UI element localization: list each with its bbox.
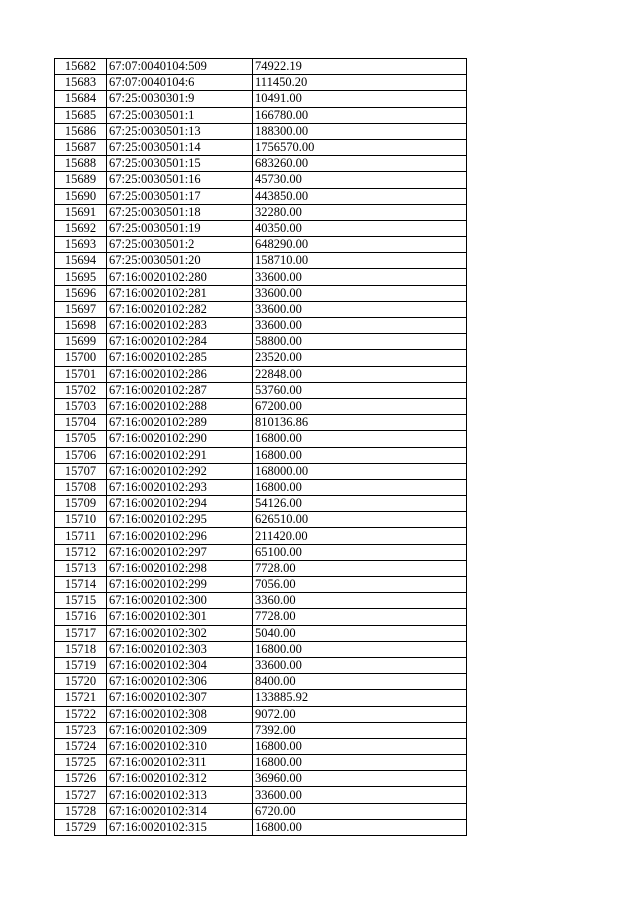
- table-row: [55, 641, 467, 657]
- row-number-cell: 15722: [55, 706, 107, 722]
- cadastral-number-cell: 67:25:0030501:17: [107, 188, 253, 204]
- value-cell: 166780.00: [253, 107, 467, 123]
- cadastral-number-cell: 67:25:0030501:16: [107, 172, 253, 188]
- value-cell: 32280.00: [253, 204, 467, 220]
- cadastral-number-cell: 67:16:0020102:312: [107, 771, 253, 787]
- table-row: [55, 415, 467, 431]
- cadastral-number-cell: 67:16:0020102:309: [107, 722, 253, 738]
- row-number-cell: 15721: [55, 690, 107, 706]
- cadastral-number-cell: 67:16:0020102:290: [107, 431, 253, 447]
- row-number-cell: 15713: [55, 560, 107, 576]
- table-row: [55, 301, 467, 317]
- row-number-cell: 15700: [55, 350, 107, 366]
- cadastral-number-cell: 67:16:0020102:293: [107, 479, 253, 495]
- table-row: [55, 285, 467, 301]
- row-number-cell: 15684: [55, 91, 107, 107]
- cadastral-number-cell: 67:25:0030501:20: [107, 253, 253, 269]
- cadastral-number-cell: 67:16:0020102:284: [107, 334, 253, 350]
- value-cell: 1756570.00: [253, 139, 467, 155]
- value-cell: 74922.19: [253, 59, 467, 75]
- value-cell: 211420.00: [253, 528, 467, 544]
- value-cell: 40350.00: [253, 220, 467, 236]
- row-number-cell: 15715: [55, 593, 107, 609]
- value-cell: 5040.00: [253, 625, 467, 641]
- table-row: [55, 382, 467, 398]
- row-number-cell: 15692: [55, 220, 107, 236]
- row-number-cell: 15717: [55, 625, 107, 641]
- table-row: [55, 528, 467, 544]
- table-row: [55, 253, 467, 269]
- cadastral-number-cell: 67:16:0020102:281: [107, 285, 253, 301]
- data-table: [54, 58, 467, 836]
- row-number-cell: 15724: [55, 738, 107, 754]
- cadastral-number-cell: 67:25:0030501:14: [107, 139, 253, 155]
- table-row: [55, 755, 467, 771]
- table-row: [55, 366, 467, 382]
- value-cell: 188300.00: [253, 123, 467, 139]
- table-row: [55, 318, 467, 334]
- cadastral-number-cell: 67:16:0020102:286: [107, 366, 253, 382]
- cadastral-number-cell: 67:25:0030501:2: [107, 237, 253, 253]
- row-number-cell: 15723: [55, 722, 107, 738]
- value-cell: 683260.00: [253, 156, 467, 172]
- value-cell: 16800.00: [253, 755, 467, 771]
- cadastral-number-cell: 67:25:0030501:13: [107, 123, 253, 139]
- table-row: [55, 625, 467, 641]
- table-row: [55, 609, 467, 625]
- cadastral-number-cell: 67:16:0020102:280: [107, 269, 253, 285]
- table-row: [55, 447, 467, 463]
- row-number-cell: 15728: [55, 803, 107, 819]
- row-number-cell: 15685: [55, 107, 107, 123]
- table-body: [55, 59, 467, 836]
- value-cell: 7392.00: [253, 722, 467, 738]
- value-cell: 111450.20: [253, 75, 467, 91]
- value-cell: 16800.00: [253, 641, 467, 657]
- row-number-cell: 15686: [55, 123, 107, 139]
- table-row: [55, 139, 467, 155]
- cadastral-number-cell: 67:16:0020102:287: [107, 382, 253, 398]
- cadastral-number-cell: 67:16:0020102:300: [107, 593, 253, 609]
- row-number-cell: 15682: [55, 59, 107, 75]
- row-number-cell: 15705: [55, 431, 107, 447]
- table-row: [55, 334, 467, 350]
- value-cell: 168000.00: [253, 463, 467, 479]
- cadastral-number-cell: 67:07:0040104:509: [107, 59, 253, 75]
- table-row: [55, 706, 467, 722]
- value-cell: 16800.00: [253, 447, 467, 463]
- value-cell: 648290.00: [253, 237, 467, 253]
- row-number-cell: 15695: [55, 269, 107, 285]
- cadastral-number-cell: 67:16:0020102:303: [107, 641, 253, 657]
- cadastral-number-cell: 67:16:0020102:314: [107, 803, 253, 819]
- value-cell: 810136.86: [253, 415, 467, 431]
- table-row: [55, 350, 467, 366]
- table-row: [55, 771, 467, 787]
- row-number-cell: 15726: [55, 771, 107, 787]
- row-number-cell: 15710: [55, 512, 107, 528]
- value-cell: 33600.00: [253, 787, 467, 803]
- value-cell: 54126.00: [253, 496, 467, 512]
- table-row: [55, 75, 467, 91]
- row-number-cell: 15712: [55, 544, 107, 560]
- value-cell: 8400.00: [253, 674, 467, 690]
- cadastral-number-cell: 67:25:0030501:15: [107, 156, 253, 172]
- table-row: [55, 269, 467, 285]
- table-row: [55, 123, 467, 139]
- row-number-cell: 15691: [55, 204, 107, 220]
- value-cell: 67200.00: [253, 398, 467, 414]
- cadastral-number-cell: 67:16:0020102:302: [107, 625, 253, 641]
- table-row: [55, 431, 467, 447]
- table-row: [55, 544, 467, 560]
- value-cell: 7056.00: [253, 577, 467, 593]
- row-number-cell: 15711: [55, 528, 107, 544]
- table-row: [55, 657, 467, 673]
- row-number-cell: 15698: [55, 318, 107, 334]
- row-number-cell: 15706: [55, 447, 107, 463]
- cadastral-number-cell: 67:16:0020102:306: [107, 674, 253, 690]
- row-number-cell: 15702: [55, 382, 107, 398]
- table-row: [55, 738, 467, 754]
- value-cell: 23520.00: [253, 350, 467, 366]
- table-row: [55, 59, 467, 75]
- row-number-cell: 15714: [55, 577, 107, 593]
- cadastral-number-cell: 67:07:0040104:6: [107, 75, 253, 91]
- value-cell: 16800.00: [253, 738, 467, 754]
- value-cell: 16800.00: [253, 819, 467, 835]
- table-row: [55, 398, 467, 414]
- value-cell: 133885.92: [253, 690, 467, 706]
- value-cell: 9072.00: [253, 706, 467, 722]
- cadastral-number-cell: 67:16:0020102:292: [107, 463, 253, 479]
- row-number-cell: 15719: [55, 657, 107, 673]
- cadastral-number-cell: 67:16:0020102:283: [107, 318, 253, 334]
- value-cell: 22848.00: [253, 366, 467, 382]
- cadastral-number-cell: 67:25:0030501:1: [107, 107, 253, 123]
- table-row: [55, 690, 467, 706]
- table-row: [55, 593, 467, 609]
- table-row: [55, 496, 467, 512]
- value-cell: 45730.00: [253, 172, 467, 188]
- value-cell: 16800.00: [253, 479, 467, 495]
- cadastral-number-cell: 67:16:0020102:285: [107, 350, 253, 366]
- value-cell: 33600.00: [253, 318, 467, 334]
- row-number-cell: 15683: [55, 75, 107, 91]
- table-row: [55, 463, 467, 479]
- value-cell: 6720.00: [253, 803, 467, 819]
- cadastral-number-cell: 67:16:0020102:288: [107, 398, 253, 414]
- table-row: [55, 560, 467, 576]
- row-number-cell: 15690: [55, 188, 107, 204]
- value-cell: 16800.00: [253, 431, 467, 447]
- cadastral-number-cell: 67:16:0020102:294: [107, 496, 253, 512]
- cadastral-number-cell: 67:16:0020102:296: [107, 528, 253, 544]
- cadastral-number-cell: 67:16:0020102:301: [107, 609, 253, 625]
- table-row: [55, 204, 467, 220]
- row-number-cell: 15694: [55, 253, 107, 269]
- cadastral-number-cell: 67:16:0020102:310: [107, 738, 253, 754]
- row-number-cell: 15709: [55, 496, 107, 512]
- cadastral-number-cell: 67:16:0020102:295: [107, 512, 253, 528]
- value-cell: 3360.00: [253, 593, 467, 609]
- cadastral-number-cell: 67:25:0030301:9: [107, 91, 253, 107]
- table-row: [55, 787, 467, 803]
- table-row: [55, 803, 467, 819]
- table-row: [55, 156, 467, 172]
- value-cell: 33600.00: [253, 285, 467, 301]
- row-number-cell: 15688: [55, 156, 107, 172]
- cadastral-number-cell: 67:16:0020102:282: [107, 301, 253, 317]
- cadastral-number-cell: 67:16:0020102:289: [107, 415, 253, 431]
- row-number-cell: 15729: [55, 819, 107, 835]
- value-cell: 53760.00: [253, 382, 467, 398]
- value-cell: 36960.00: [253, 771, 467, 787]
- value-cell: 158710.00: [253, 253, 467, 269]
- row-number-cell: 15696: [55, 285, 107, 301]
- value-cell: 626510.00: [253, 512, 467, 528]
- table-row: [55, 188, 467, 204]
- row-number-cell: 15693: [55, 237, 107, 253]
- cadastral-number-cell: 67:16:0020102:304: [107, 657, 253, 673]
- row-number-cell: 15703: [55, 398, 107, 414]
- cadastral-number-cell: 67:16:0020102:313: [107, 787, 253, 803]
- table-row: [55, 237, 467, 253]
- row-number-cell: 15699: [55, 334, 107, 350]
- cadastral-number-cell: 67:16:0020102:291: [107, 447, 253, 463]
- row-number-cell: 15701: [55, 366, 107, 382]
- cadastral-number-cell: 67:16:0020102:298: [107, 560, 253, 576]
- cadastral-number-cell: 67:16:0020102:315: [107, 819, 253, 835]
- row-number-cell: 15720: [55, 674, 107, 690]
- value-cell: 33600.00: [253, 269, 467, 285]
- table-row: [55, 819, 467, 835]
- cadastral-number-cell: 67:25:0030501:18: [107, 204, 253, 220]
- table-row: [55, 722, 467, 738]
- row-number-cell: 15689: [55, 172, 107, 188]
- value-cell: 58800.00: [253, 334, 467, 350]
- row-number-cell: 15687: [55, 139, 107, 155]
- value-cell: 65100.00: [253, 544, 467, 560]
- row-number-cell: 15697: [55, 301, 107, 317]
- cadastral-number-cell: 67:16:0020102:311: [107, 755, 253, 771]
- row-number-cell: 15708: [55, 479, 107, 495]
- table-row: [55, 512, 467, 528]
- table-row: [55, 220, 467, 236]
- cadastral-number-cell: 67:16:0020102:308: [107, 706, 253, 722]
- cadastral-number-cell: 67:25:0030501:19: [107, 220, 253, 236]
- value-cell: 33600.00: [253, 657, 467, 673]
- value-cell: 33600.00: [253, 301, 467, 317]
- row-number-cell: 15707: [55, 463, 107, 479]
- value-cell: 7728.00: [253, 609, 467, 625]
- value-cell: 443850.00: [253, 188, 467, 204]
- table-row: [55, 107, 467, 123]
- value-cell: 7728.00: [253, 560, 467, 576]
- value-cell: 10491.00: [253, 91, 467, 107]
- cadastral-number-cell: 67:16:0020102:299: [107, 577, 253, 593]
- row-number-cell: 15727: [55, 787, 107, 803]
- row-number-cell: 15718: [55, 641, 107, 657]
- row-number-cell: 15725: [55, 755, 107, 771]
- row-number-cell: 15716: [55, 609, 107, 625]
- cadastral-number-cell: 67:16:0020102:307: [107, 690, 253, 706]
- table-row: [55, 674, 467, 690]
- table-row: [55, 577, 467, 593]
- table-row: [55, 91, 467, 107]
- row-number-cell: 15704: [55, 415, 107, 431]
- table-row: [55, 172, 467, 188]
- table-row: [55, 479, 467, 495]
- cadastral-number-cell: 67:16:0020102:297: [107, 544, 253, 560]
